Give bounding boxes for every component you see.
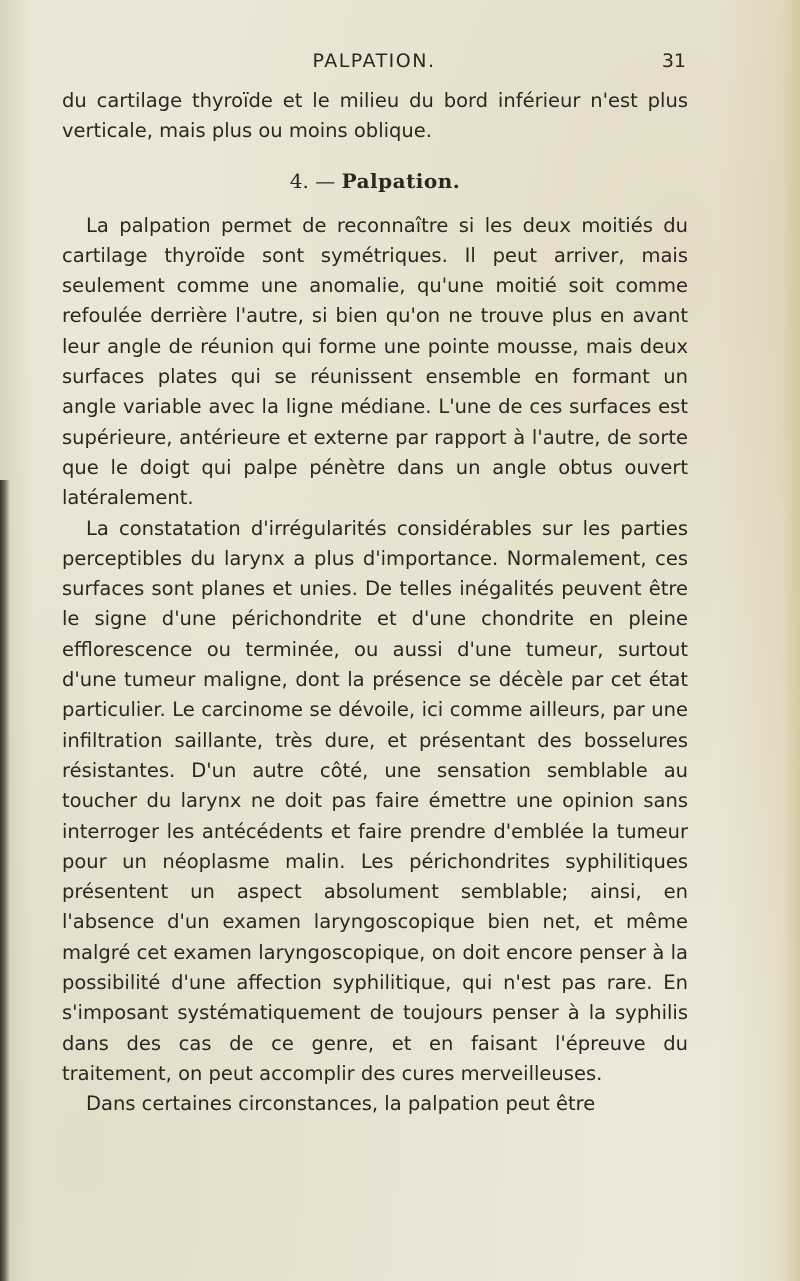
body-text xyxy=(62,86,688,1120)
paragraph: Dans certaines circonstances, la palpation peut être xyxy=(86,1092,596,1116)
section-heading xyxy=(62,167,688,195)
running-title: PALPATION. xyxy=(312,50,436,72)
page-edge xyxy=(782,0,800,1281)
page-number: 31 xyxy=(661,50,686,72)
paragraph-continued: du cartilage thyroïde et le milieu du bord inférieur n'est plus verticale, mais plus ou moins oblique. xyxy=(62,89,688,143)
binding-shadow xyxy=(0,480,10,1281)
section-number: 4. — xyxy=(289,168,336,193)
paragraph: La palpation permet de reconnaître si les deux moitiés du cartilage thyroïde sont symétriques. Il peut arriver, mais seulement comme une anomalie, qu'une moitié soit comme refoulée derrière l'autre, si bien qu'on ne trouve plus en avant leur angle de réunion qui forme une pointe mousse, mais deux surfaces plates qui se réunissent ensemble en formant un angle variable avec la ligne médiane. L'une de ces surfaces est supérieure, antérieure et externe par rapport à l'autre, de sorte que le doigt qui palpe pénètre dans un angle obtus ouvert latéralement. xyxy=(62,213,688,510)
paragraph: La constatation d'irrégularités considérables sur les parties perceptibles du larynx a plus d'importance. Normalement, ces surfaces sont planes et unies. De telles inégalités peuvent être le signe d'une périchondrite et d'une chondrite en pleine efflorescence ou terminée, ou aussi d'une tumeur, surtout d'une tumeur maligne, dont la présence se décèle par cet état particulier. Le carcinome se dévoile, ici comme ailleurs, par une infiltration saillante, très dure, et présentant des bosselures résistantes. D'un autre côté, une sensation semblable au toucher du larynx ne doit pas faire émettre une opinion sans interroger les antécédents et faire prendre d'emblée la tumeur pour un néoplasme malin. Les périchondrites syphilitiques présentent un aspect absolument semblable; ainsi, en l'absence d'un examen laryngoscopique bien net, et même malgré cet examen laryngoscopique, on doit encore penser à la possibilité d'une affection syphilitique, qui n'est pas rare. En s'imposant systématiquement de toujours penser à la syphilis dans des cas de ce genre, et en faisant l'épreuve du traitement, on peut accomplir des cures merveilleuses. xyxy=(62,516,688,1085)
page-header xyxy=(62,48,686,78)
section-title: Palpation. xyxy=(341,168,461,193)
